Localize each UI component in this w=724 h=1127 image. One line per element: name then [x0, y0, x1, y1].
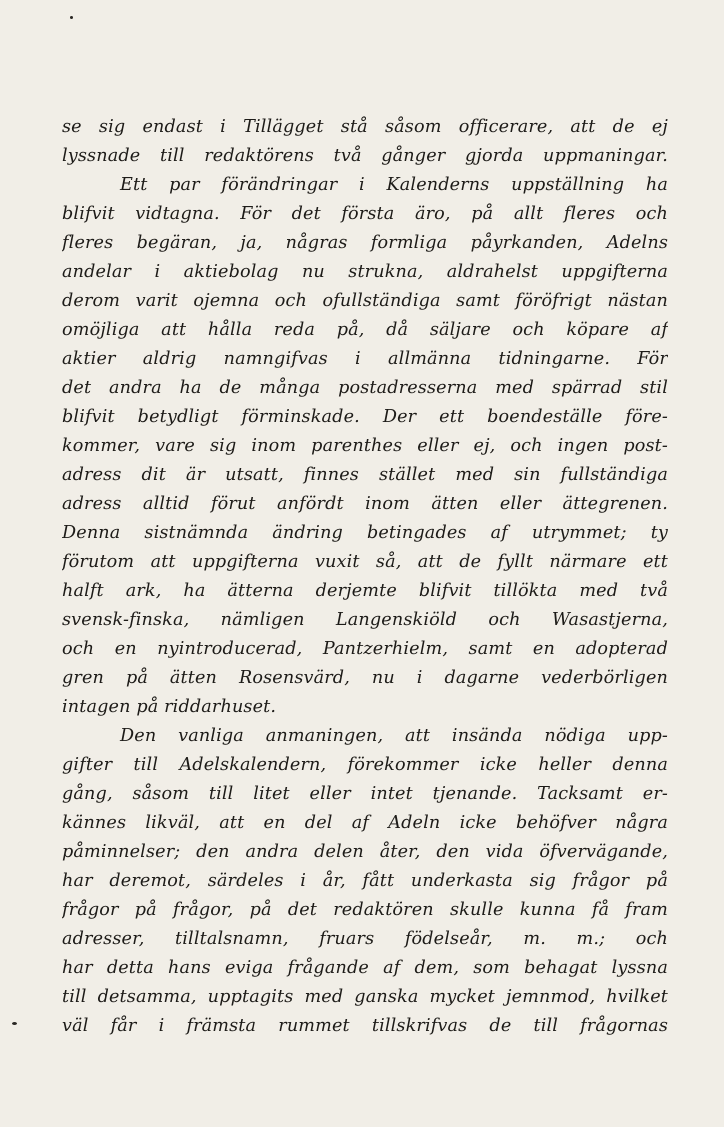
paragraph-start-line: Ett par förändringar i Kalenderns uppställning ha: [120, 175, 668, 195]
text-line: har detta hans eviga frågande af dem, som behagat lyssna: [62, 958, 668, 978]
body-text: [62, 113, 668, 1041]
text-line: har deremot, särdeles i år, fått underkasta sig frågor på: [62, 871, 668, 891]
text-line: derom varit ojemna och ofullständiga samt föröfrigt nästan: [62, 291, 668, 311]
text-line: fleres begäran, ja, någras formliga påyrkanden, Adelns: [62, 233, 668, 253]
text-line: det andra ha de många postadresserna med spärrad stil: [62, 378, 668, 398]
text-line: adresser, tilltalsnamn, fruars födelseår, m. m.; och: [62, 929, 668, 949]
text-line: till detsamma, upptagits med ganska mycket jemnmod, hvilket: [62, 987, 668, 1007]
text-line: blifvit vidtagna. För det första äro, på allt fleres och: [62, 204, 668, 224]
text-line: halft ark, ha ätterna derjemte blifvit tillökta med två: [62, 581, 668, 601]
paragraph-start-line: Den vanliga anmaningen, att insända nödiga upp-: [120, 726, 668, 746]
text-line: se sig endast i Tillägget stå såsom officerare, att de ej: [62, 117, 668, 137]
text-line: Denna sistnämnda ändring betingades af utrymmet; ty: [62, 523, 668, 543]
ink-speck-top: [70, 16, 73, 19]
text-line: andelar i aktiebolag nu strukna, aldrahelst uppgifterna: [62, 262, 668, 282]
text-line: blifvit betydligt förminskade. Der ett boendeställe före-: [62, 407, 668, 427]
text-line: och en nyintroducerad, Pantzerhielm, samt en adopterad: [62, 639, 668, 659]
text-line: gren på ätten Rosensvärd, nu i dagarne vederbörligen: [62, 668, 668, 688]
text-line: kännes likväl, att en del af Adeln icke behöfver några: [62, 813, 668, 833]
text-line: omöjliga att hålla reda på, då säljare och köpare af: [62, 320, 668, 340]
text-line: kommer, vare sig inom parenthes eller ej, och ingen post-: [62, 436, 668, 456]
text-line: gång, såsom till litet eller intet tjenande. Tacksamt er-: [62, 784, 668, 804]
text-line: gifter till Adelskalendern, förekommer icke heller denna: [62, 755, 668, 775]
text-line: aktier aldrig namngifvas i allmänna tidningarne. För: [62, 349, 668, 369]
text-line: påminnelser; den andra delen åter, den vida öfvervägande,: [62, 842, 668, 862]
ink-speck-margin: [12, 1022, 17, 1025]
text-line: adress alltid förut anfördt inom ätten eller ättegrenen.: [62, 494, 668, 514]
text-line: svensk-finska, nämligen Langenskiöld och Wasastjerna,: [62, 610, 668, 630]
text-line: frågor på frågor, på det redaktören skulle kunna få fram: [62, 900, 668, 920]
text-line: adress dit är utsatt, finnes stället med sin fullständiga: [62, 465, 668, 485]
text-line: väl får i främsta rummet tillskrifvas de till frågornas: [62, 1016, 668, 1036]
paragraph-end-line: intagen på riddarhuset.: [62, 697, 277, 717]
text-line: lyssnade till redaktörens två gånger gjorda uppmaningar.: [62, 146, 668, 166]
text-line: förutom att uppgifterna vuxit så, att de fyllt närmare ett: [62, 552, 668, 572]
